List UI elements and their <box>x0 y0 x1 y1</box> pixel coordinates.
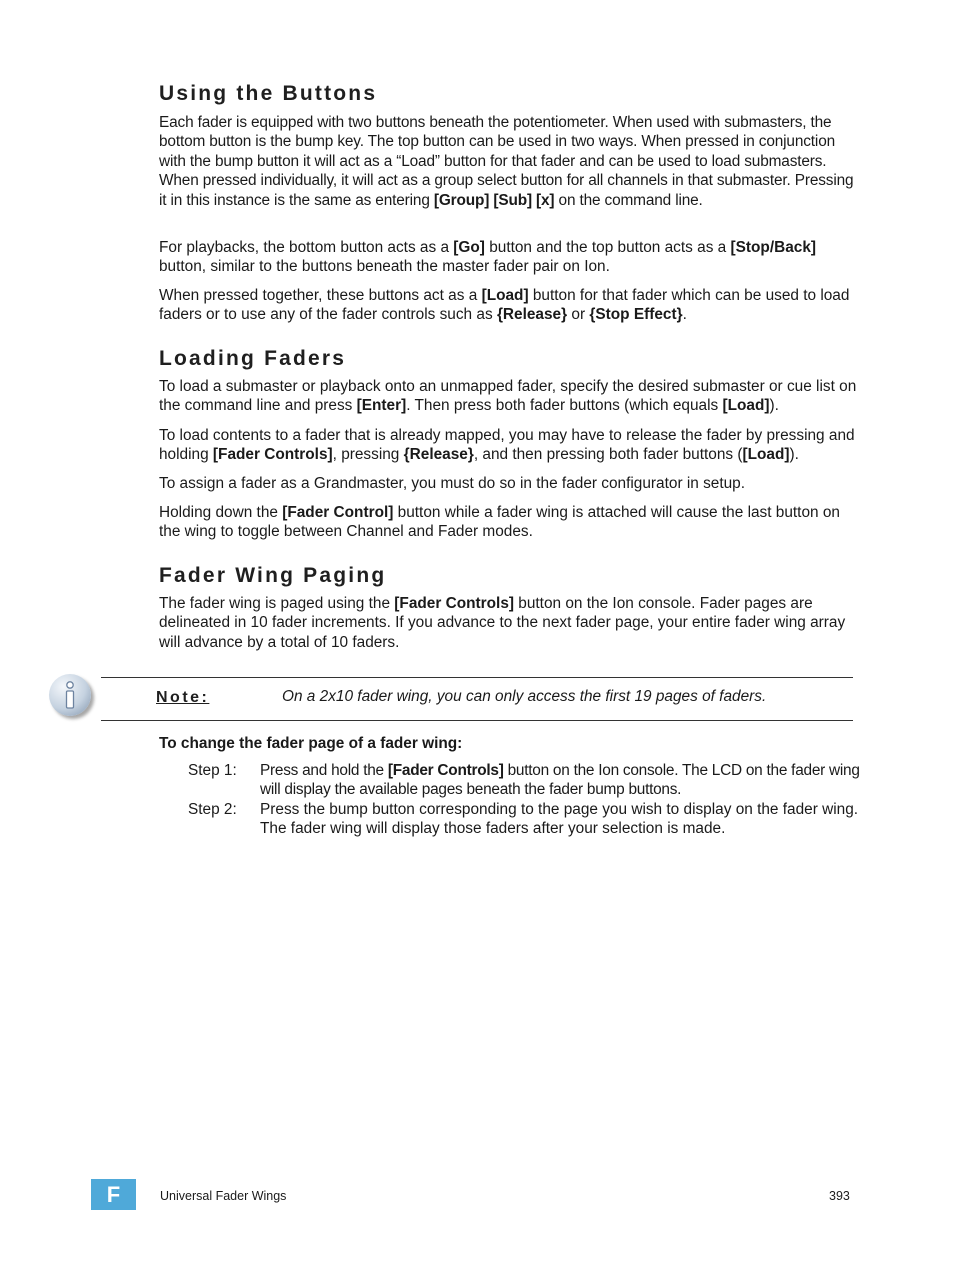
bold-term: {Release} <box>403 446 474 464</box>
step-label: Step 1: <box>188 762 237 779</box>
step-text <box>260 761 860 799</box>
text-run: Each fader is equipped with two buttons beneath the potentiometer. When used with submasters, the bottom button is the bump key. The top button can be used in two ways. When pressed in conjunction with the bump button it will act as a “Load” button for that fader and can be used to load submasters. When pressed individually, it will act as a group select button for all channels in that submaster. Pressing it in this instance is the same as entering <box>159 114 854 209</box>
text-run: Press and hold the <box>260 762 388 779</box>
text-run: Press the bump button corresponding to the page you wish to display on the fader wing. The fader wing will display those faders after your selection is made. <box>260 801 859 837</box>
text-run: ). <box>789 446 799 464</box>
procedure-title: To change the fader page of a fader wing: <box>159 735 463 752</box>
note-text: On a 2x10 fader wing, you can only access the first 19 pages of faders. <box>282 688 767 705</box>
bold-term: [Load] <box>481 287 529 304</box>
text-run: on the command line. <box>554 191 703 209</box>
text-run: Holding down the <box>159 504 283 521</box>
text-run: button and the top button acts as a <box>484 239 731 256</box>
bold-term: [Fader Controls] <box>394 595 515 612</box>
bold-term: [Fader Control] <box>282 504 394 521</box>
text-run: button, similar to the buttons beneath the master fader pair on Ion. <box>159 258 610 276</box>
section-heading-fader-wing-paging: Fader Wing Paging <box>159 564 387 587</box>
bold-term: [Go] <box>453 239 485 256</box>
bold-term: [Enter] <box>356 397 407 415</box>
text-run: . Then press both fader buttons (which equals <box>406 397 723 415</box>
text-run: , and then pressing both fader buttons ( <box>473 446 743 464</box>
bold-term: [Load] <box>722 397 770 415</box>
paragraph <box>159 113 859 210</box>
text-run: button for that fader which can be used to load faders or to use any of the fader controls such as <box>159 287 850 324</box>
footer-title: Universal Fader Wings <box>160 1189 287 1203</box>
text-run: , pressing <box>332 446 404 464</box>
bold-term: {Stop Effect} <box>589 306 683 324</box>
section-heading-loading-faders: Loading Faders <box>159 347 347 370</box>
bold-term: [Fader Controls] <box>212 446 333 464</box>
note-bottom-rule <box>101 720 853 721</box>
bold-term: [Group] [Sub] [x] <box>433 191 555 209</box>
text-run: ). <box>769 397 779 415</box>
paragraph <box>159 474 859 493</box>
appendix-tab: F <box>91 1179 136 1210</box>
paragraph <box>159 503 859 542</box>
step-text <box>260 800 860 838</box>
info-icon <box>49 674 91 716</box>
bold-term: [Load] <box>742 446 790 464</box>
text-run: To assign a fader as a Grandmaster, you must do so in the fader configurator in setup. <box>159 475 746 492</box>
bold-term: [Stop/Back] <box>730 239 817 256</box>
page-number: 393 <box>829 1189 850 1203</box>
paragraph <box>159 426 859 465</box>
paragraph <box>159 238 859 277</box>
text-run: button on the Ion console. The LCD on the fader wing will display the available pages beneath the fader bump buttons. <box>260 762 860 798</box>
text-run: For playbacks, the bottom button acts as a <box>159 239 454 256</box>
note-top-rule <box>101 677 853 678</box>
section-heading-using-buttons: Using the Buttons <box>159 82 378 105</box>
text-run: or <box>567 306 590 324</box>
step-label: Step 2: <box>188 801 237 818</box>
paragraph <box>159 377 859 416</box>
text-run: button while a fader wing is attached will cause the last button on the wing to toggle between Channel and Fader modes. <box>159 504 840 541</box>
note-label: Note: <box>156 689 210 706</box>
text-run: button on the Ion console. Fader pages are delineated in 10 fader increments. If you advance to the next fader page, your entire fader wing array will advance by a total of 10 faders. <box>159 595 846 651</box>
bold-term: [Fader Controls] <box>387 762 504 779</box>
text-run: To load contents to a fader that is already mapped, you may have to release the fader by pressing and holding <box>159 427 855 464</box>
text-run: To load a submaster or playback onto an unmapped fader, specify the desired submaster or cue list on the command line and press <box>159 378 857 415</box>
bold-term: {Release} <box>496 306 568 324</box>
paragraph <box>159 594 859 652</box>
text-run: The fader wing is paged using the <box>159 595 395 612</box>
text-run: When pressed together, these buttons act as a <box>159 287 482 304</box>
text-run: . <box>682 306 687 324</box>
paragraph <box>159 286 859 325</box>
